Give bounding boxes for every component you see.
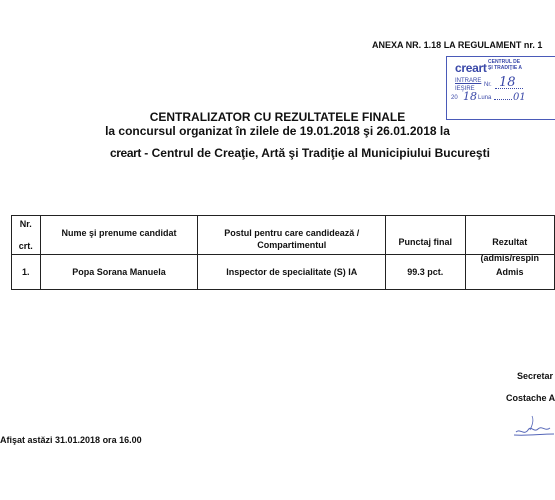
institution-name: - Centrul de Creaţie, Artă şi Tradiţie al Municipiului Bucureşti xyxy=(140,146,490,160)
stamp-nr-value: 18 xyxy=(499,75,516,90)
header-post-line1: Postul pentru care candidează / xyxy=(224,228,360,238)
stamp-in-label: INTRARE xyxy=(455,78,482,84)
stamp-luna-dotline xyxy=(494,99,512,100)
header-nr xyxy=(12,216,41,255)
stamp-nr-label: Nr. xyxy=(484,82,492,88)
header-score-label: Punctaj final xyxy=(398,237,453,247)
header-result-line1: Rezultat xyxy=(492,237,528,247)
cell-result: Admis xyxy=(465,255,555,290)
table-header-row xyxy=(12,216,555,255)
annex-reference: ANEXA NR. 1.18 LA REGULAMENT nr. 1 xyxy=(372,40,543,50)
secretary-name: Costache A xyxy=(506,393,555,403)
stamp-luna-label: Luna xyxy=(478,95,492,101)
header-name-label: Nume şi prenume candidat xyxy=(61,228,177,238)
header-post-line2: Compartimentul xyxy=(257,240,327,250)
stamp-year-value: 18 xyxy=(463,90,477,103)
stamp-luna-value: 01 xyxy=(513,92,526,103)
document-title: CENTRALIZATOR CU REZULTATELE FINALE xyxy=(149,110,406,124)
header-nr-top: Nr. xyxy=(19,219,32,229)
stamp-org-name xyxy=(488,59,522,71)
stamp-out-label: IEŞIRE xyxy=(455,86,475,92)
stamp-org-line1: CENTRUL DE xyxy=(488,59,521,65)
stamp-org-line2: ŞI TRADIŢIE A xyxy=(488,65,522,71)
results-table xyxy=(11,215,555,290)
header-score xyxy=(386,216,465,255)
secretary-label: Secretar xyxy=(517,371,554,381)
header-result-line2: (admis/respin xyxy=(480,253,540,263)
stamp-logo: creart xyxy=(455,61,487,75)
header-name xyxy=(40,216,198,255)
handwritten-signature xyxy=(512,410,555,440)
stamp-nr-dotline xyxy=(495,88,523,89)
cell-name: Popa Sorana Manuela xyxy=(40,255,198,290)
header-post xyxy=(198,216,386,255)
cell-nr: 1. xyxy=(12,255,41,290)
header-result xyxy=(465,216,555,263)
document-subtitle: la concursul organizat în zilele de 19.01.2018 şi 26.01.2018 la xyxy=(105,124,450,138)
header-nr-bottom: crt. xyxy=(18,241,33,251)
stamp-year-prefix: 20 xyxy=(451,95,458,101)
cell-post: Inspector de specialitate (S) IA xyxy=(198,255,386,290)
posting-date: Afişat astăzi 31.01.2018 ora 16.00 xyxy=(0,435,142,445)
institution-brand-logo: creart xyxy=(110,146,141,160)
cell-score: 99.3 pct. xyxy=(386,255,465,290)
institution-line xyxy=(110,146,490,160)
